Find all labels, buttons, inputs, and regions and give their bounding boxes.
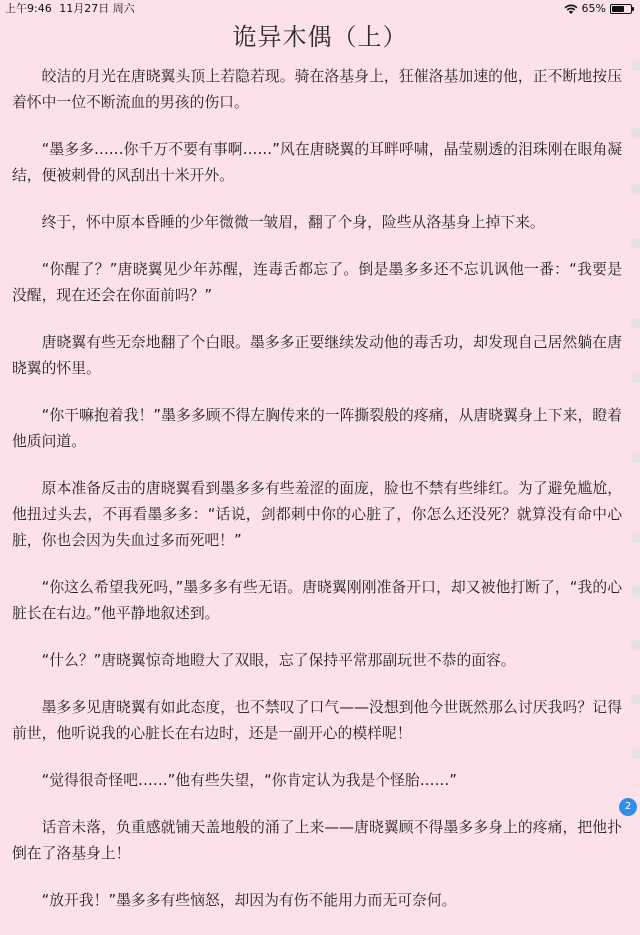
article-body[interactable] <box>12 64 622 935</box>
article-title: 诡异木偶（上） <box>232 23 408 51</box>
article-paragraph: 墨多多见唐晓翼有如此态度，也不禁叹了口气——没想到他今世既然那么讨厌我吗？记得前世，他听说我的心脏长在右边时，还是一副开心的模样呢！ <box>12 699 622 742</box>
status-bar <box>0 0 640 18</box>
page-number-badge[interactable]: 2 <box>619 798 637 816</box>
article-paragraph: 皎洁的月光在唐晓翼头顶上若隐若现。骑在洛基身上，狂催洛基加速的他，正不断地按压着怀中一位不断流血的男孩的伤口。 <box>12 68 622 111</box>
article-paragraph: 终于，怀中原本昏睡的少年微微一皱眉，翻了个身，险些从洛基身上掉下来。 <box>41 214 545 231</box>
scroll-dot[interactable] <box>631 372 640 383</box>
article-paragraph: “放开我！”墨多多有些恼怒，却因为有伤不能用力而无可奈何。 <box>41 892 457 909</box>
status-time: 上午9:46 <box>5 2 52 15</box>
article-paragraph: 唐晓翼有些无奈地翻了个白眼。墨多多正要继续发动他的毒舌功，却发现自己居然躺在唐晓翼的怀里。 <box>12 334 622 377</box>
scroll-dot[interactable] <box>631 318 640 329</box>
scroll-dot[interactable] <box>631 532 640 543</box>
status-date: 11月27日 周六 <box>59 2 135 15</box>
scroll-dot[interactable] <box>631 60 640 71</box>
wifi-icon <box>564 3 578 15</box>
scroll-dot[interactable] <box>631 586 640 597</box>
article-paragraph: “觉得很奇怪吧……”他有些失望，“你肯定认为我是个怪胎……” <box>41 772 457 789</box>
article-paragraph: 话音未落，负重感就铺天盖地般的涌了上来——唐晓翼顾不得墨多多身上的疼痛，把他扑倒在了洛基身上！ <box>12 819 622 862</box>
status-time-date <box>5 0 139 18</box>
article-paragraph: “什么？”唐晓翼惊奇地瞪大了双眼，忘了保持平常那副玩世不恭的面容。 <box>41 652 516 669</box>
scroll-dot[interactable] <box>631 128 640 139</box>
status-indicators <box>564 0 632 18</box>
battery-level <box>612 6 624 12</box>
article-paragraph: “墨多多……你千万不要有事啊……”风在唐晓翼的耳畔呼啸，晶莹剔透的泪珠刚在眼角凝结，便被刺骨的风刮出十米开外。 <box>12 141 622 184</box>
article-paragraph: 原本准备反击的唐晓翼看到墨多多有些羞涩的面庞，脸也不禁有些绯红。为了避免尴尬，他扭过头去，不再看墨多多：“话说，剑都刺中你的心脏了，你怎么还没死？就算没有命中心脏，你也会因为失血过多而死吧！” <box>12 480 622 549</box>
scroll-dot[interactable] <box>631 238 640 249</box>
scroll-dot[interactable] <box>631 694 640 705</box>
page-scroll-indicator[interactable] <box>626 0 640 853</box>
scroll-dot[interactable] <box>631 184 640 195</box>
scroll-dot[interactable] <box>631 748 640 759</box>
article-paragraph: “你这么希望我死吗，”墨多多有些无语。唐晓翼刚刚准备开口，却又被他打断了，“我的心脏长在右边。”他平静地叙述到。 <box>12 579 622 622</box>
article-paragraph: “你醒了？”唐晓翼见少年苏醒，连毒舌都忘了。倒是墨多多还不忘讥讽他一番：“我要是没醒，现在还会在你面前吗？” <box>12 261 622 304</box>
article-paragraph: “你干嘛抱着我！”墨多多顾不得左胸传来的一阵撕裂般的疼痛，从唐晓翼身上下来，瞪着他质问道。 <box>12 407 622 450</box>
scroll-dot[interactable] <box>631 452 640 463</box>
scroll-dot[interactable] <box>631 640 640 651</box>
battery-percent: 65% <box>581 2 606 15</box>
